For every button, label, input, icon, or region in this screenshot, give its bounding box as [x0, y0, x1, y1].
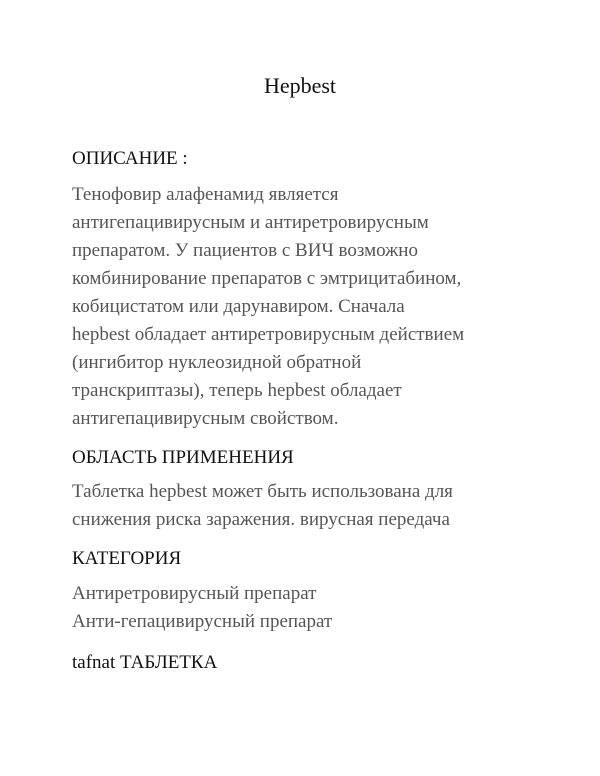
application-line: Таблетка hepbest может быть использована для	[72, 481, 453, 502]
dosage-form-label: tafnat ТАБЛЕТКА	[72, 652, 218, 673]
category-section	[72, 546, 552, 636]
application-section	[72, 445, 552, 534]
application-line: снижения риска заражения. вирусная передача	[72, 509, 450, 530]
description-section	[72, 146, 552, 433]
description-line: hepbest обладает антиретровирусным действием	[72, 324, 465, 345]
category-list	[72, 580, 552, 636]
application-heading: ОБЛАСТЬ ПРИМЕНЕНИЯ	[72, 447, 294, 468]
description-line: антигепацивирусным свойством.	[72, 408, 339, 429]
category-item: Антиретровирусный препарат	[72, 583, 317, 604]
category-item: Анти-гепацивирусный препарат	[72, 611, 333, 632]
document-body	[72, 146, 552, 676]
document-title: Hepbest	[263, 73, 337, 98]
description-line: транскриптазы), теперь hepbest обладает	[72, 380, 402, 401]
application-text	[72, 478, 552, 534]
description-line: антигепацивирусным и антиретровирусным	[72, 212, 429, 233]
description-heading: ОПИСАНИЕ :	[72, 148, 188, 169]
description-line: комбинирование препаратов с эмтрицитабином,	[72, 268, 462, 289]
description-line: (ингибитор нуклеозидной обратной	[72, 352, 362, 373]
description-line: кобицистатом или дарунавиром. Сначала	[72, 296, 405, 317]
description-line: препаратом. У пациентов с ВИЧ возможно	[72, 240, 418, 261]
description-text	[72, 181, 552, 433]
description-line: Тенофовир алафенамид является	[72, 184, 339, 205]
category-heading: КАТЕГОРИЯ	[72, 548, 182, 569]
